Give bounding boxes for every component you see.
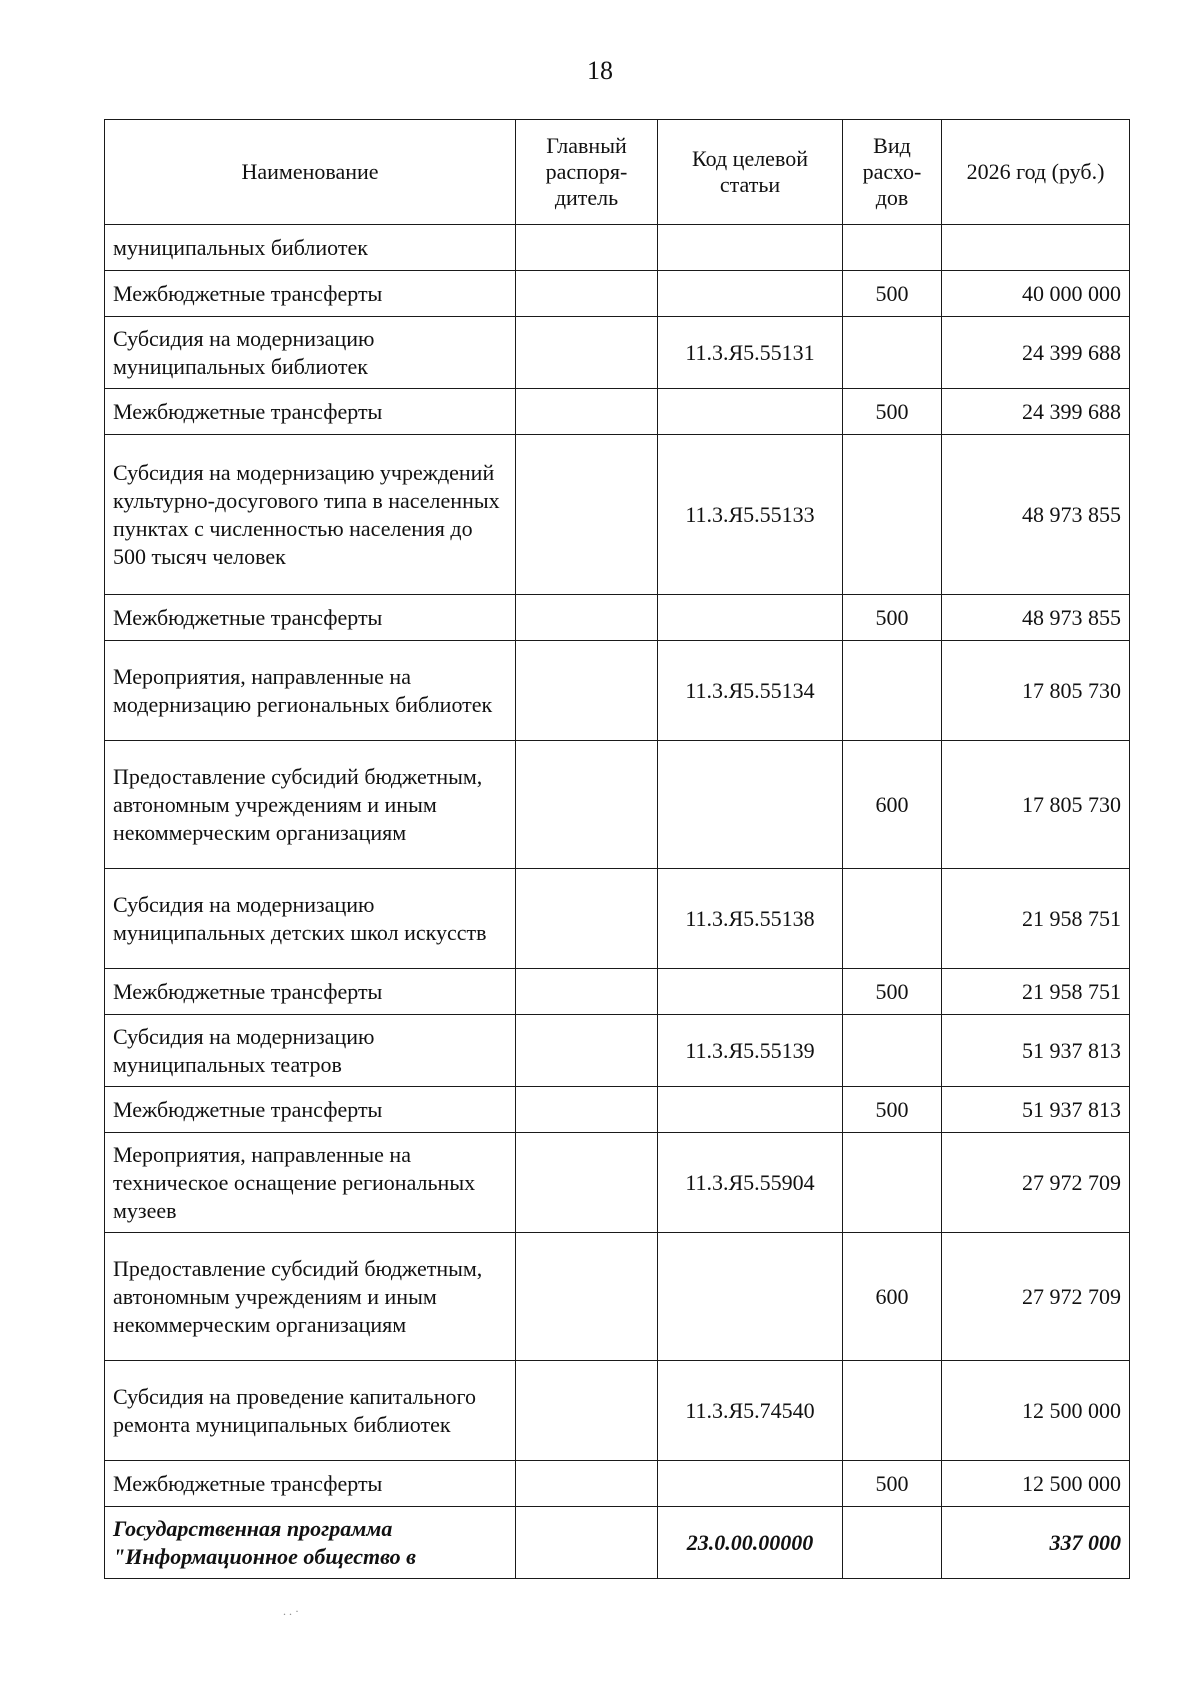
cell-vid: 500 (843, 389, 942, 435)
budget-table (104, 119, 1130, 1579)
cell-vid (843, 869, 942, 969)
cell-code: 11.3.Я5.55133 (658, 435, 843, 595)
cell-grbs (516, 1233, 658, 1361)
cell-vid: 500 (843, 969, 942, 1015)
table-row (105, 869, 1130, 969)
table-row (105, 1361, 1130, 1461)
table-row (105, 1015, 1130, 1087)
cell-code: 23.0.00.00000 (658, 1507, 843, 1579)
cell-amount: 12 500 000 (942, 1361, 1130, 1461)
cell-name: Государственная программа "Информационное общество в (105, 1507, 516, 1579)
cell-code (658, 1461, 843, 1507)
cell-grbs (516, 435, 658, 595)
cell-amount: 17 805 730 (942, 741, 1130, 869)
page-number: 18 (587, 56, 613, 85)
cell-grbs (516, 271, 658, 317)
table-row (105, 969, 1130, 1015)
cell-name: Межбюджетные трансферты (105, 389, 516, 435)
cell-code (658, 225, 843, 271)
cell-code: 11.3.Я5.74540 (658, 1361, 843, 1461)
cell-vid: 600 (843, 1233, 942, 1361)
table-row (105, 1133, 1130, 1233)
cell-name: Предоставление субсидий бюджетным, автономным учреждениям и иным некоммерческим организациям (105, 741, 516, 869)
cell-grbs (516, 317, 658, 389)
cell-code: 11.3.Я5.55131 (658, 317, 843, 389)
table-row (105, 435, 1130, 595)
cell-vid: 600 (843, 741, 942, 869)
cell-code (658, 741, 843, 869)
cell-grbs (516, 595, 658, 641)
header-name: Наименование (105, 120, 516, 225)
cell-name: Межбюджетные трансферты (105, 271, 516, 317)
cell-amount: 40 000 000 (942, 271, 1130, 317)
cell-name: Мероприятия, направленные на техническое оснащение региональных музеев (105, 1133, 516, 1233)
cell-vid (843, 1507, 942, 1579)
cell-name: Субсидия на проведение капитального ремонта муниципальных библиотек (105, 1361, 516, 1461)
cell-amount: 21 958 751 (942, 869, 1130, 969)
cell-amount: 24 399 688 (942, 317, 1130, 389)
cell-name: муниципальных библиотек (105, 225, 516, 271)
cell-amount: 48 973 855 (942, 435, 1130, 595)
cell-vid (843, 225, 942, 271)
cell-code (658, 1233, 843, 1361)
cell-grbs (516, 389, 658, 435)
cell-name: Межбюджетные трансферты (105, 595, 516, 641)
cell-vid (843, 641, 942, 741)
cell-name: Мероприятия, направленные на модернизацию региональных библиотек (105, 641, 516, 741)
cell-grbs (516, 869, 658, 969)
cell-vid: 500 (843, 1461, 942, 1507)
cell-code: 11.3.Я5.55904 (658, 1133, 843, 1233)
cell-code: 11.3.Я5.55139 (658, 1015, 843, 1087)
cell-amount (942, 225, 1130, 271)
cell-grbs (516, 1361, 658, 1461)
cell-amount: 27 972 709 (942, 1133, 1130, 1233)
header-vid: Вид расхо-дов (843, 120, 942, 225)
cell-amount: 337 000 (942, 1507, 1130, 1579)
table-row (105, 595, 1130, 641)
header-row (105, 120, 1130, 225)
cell-amount: 12 500 000 (942, 1461, 1130, 1507)
cell-vid (843, 1361, 942, 1461)
cell-amount: 51 937 813 (942, 1087, 1130, 1133)
table-row (105, 317, 1130, 389)
cell-vid: 500 (843, 1087, 942, 1133)
table-row (105, 1461, 1130, 1507)
cell-name: Межбюджетные трансферты (105, 1461, 516, 1507)
cell-vid: 500 (843, 595, 942, 641)
cell-amount: 48 973 855 (942, 595, 1130, 641)
table-row (105, 1233, 1130, 1361)
cell-vid (843, 435, 942, 595)
cell-grbs (516, 1087, 658, 1133)
cell-amount: 27 972 709 (942, 1233, 1130, 1361)
cell-code (658, 969, 843, 1015)
cell-grbs (516, 1015, 658, 1087)
cell-name: Субсидия на модернизацию муниципальных библиотек (105, 317, 516, 389)
cell-name: Субсидия на модернизацию муниципальных детских школ искусств (105, 869, 516, 969)
cell-vid (843, 1133, 942, 1233)
scan-mark: . . · (283, 1604, 299, 1618)
header-amount: 2026 год (руб.) (942, 120, 1130, 225)
cell-amount: 51 937 813 (942, 1015, 1130, 1087)
table-row (105, 225, 1130, 271)
cell-code (658, 389, 843, 435)
cell-grbs (516, 641, 658, 741)
table-row (105, 741, 1130, 869)
cell-grbs (516, 969, 658, 1015)
table-row (105, 389, 1130, 435)
cell-grbs (516, 1461, 658, 1507)
cell-grbs (516, 741, 658, 869)
cell-grbs (516, 225, 658, 271)
table-row (105, 271, 1130, 317)
table-body (105, 225, 1130, 1579)
cell-amount: 21 958 751 (942, 969, 1130, 1015)
table-row (105, 1507, 1130, 1579)
cell-vid (843, 1015, 942, 1087)
cell-vid: 500 (843, 271, 942, 317)
cell-name: Субсидия на модернизацию муниципальных театров (105, 1015, 516, 1087)
cell-grbs (516, 1507, 658, 1579)
cell-name: Предоставление субсидий бюджетным, автономным учреждениям и иным некоммерческим организациям (105, 1233, 516, 1361)
cell-name: Субсидия на модернизацию учреждений культурно-досугового типа в населенных пунктах с численностью населения до 500 тысяч человек (105, 435, 516, 595)
header-code: Код целевой статьи (658, 120, 843, 225)
table-row (105, 1087, 1130, 1133)
table-row (105, 641, 1130, 741)
cell-code (658, 271, 843, 317)
cell-name: Межбюджетные трансферты (105, 1087, 516, 1133)
cell-amount: 24 399 688 (942, 389, 1130, 435)
cell-vid (843, 317, 942, 389)
cell-code (658, 595, 843, 641)
cell-code: 11.3.Я5.55134 (658, 641, 843, 741)
cell-grbs (516, 1133, 658, 1233)
cell-code (658, 1087, 843, 1133)
cell-code: 11.3.Я5.55138 (658, 869, 843, 969)
header-grbs: Главный распоря-дитель (516, 120, 658, 225)
cell-name: Межбюджетные трансферты (105, 969, 516, 1015)
cell-amount: 17 805 730 (942, 641, 1130, 741)
